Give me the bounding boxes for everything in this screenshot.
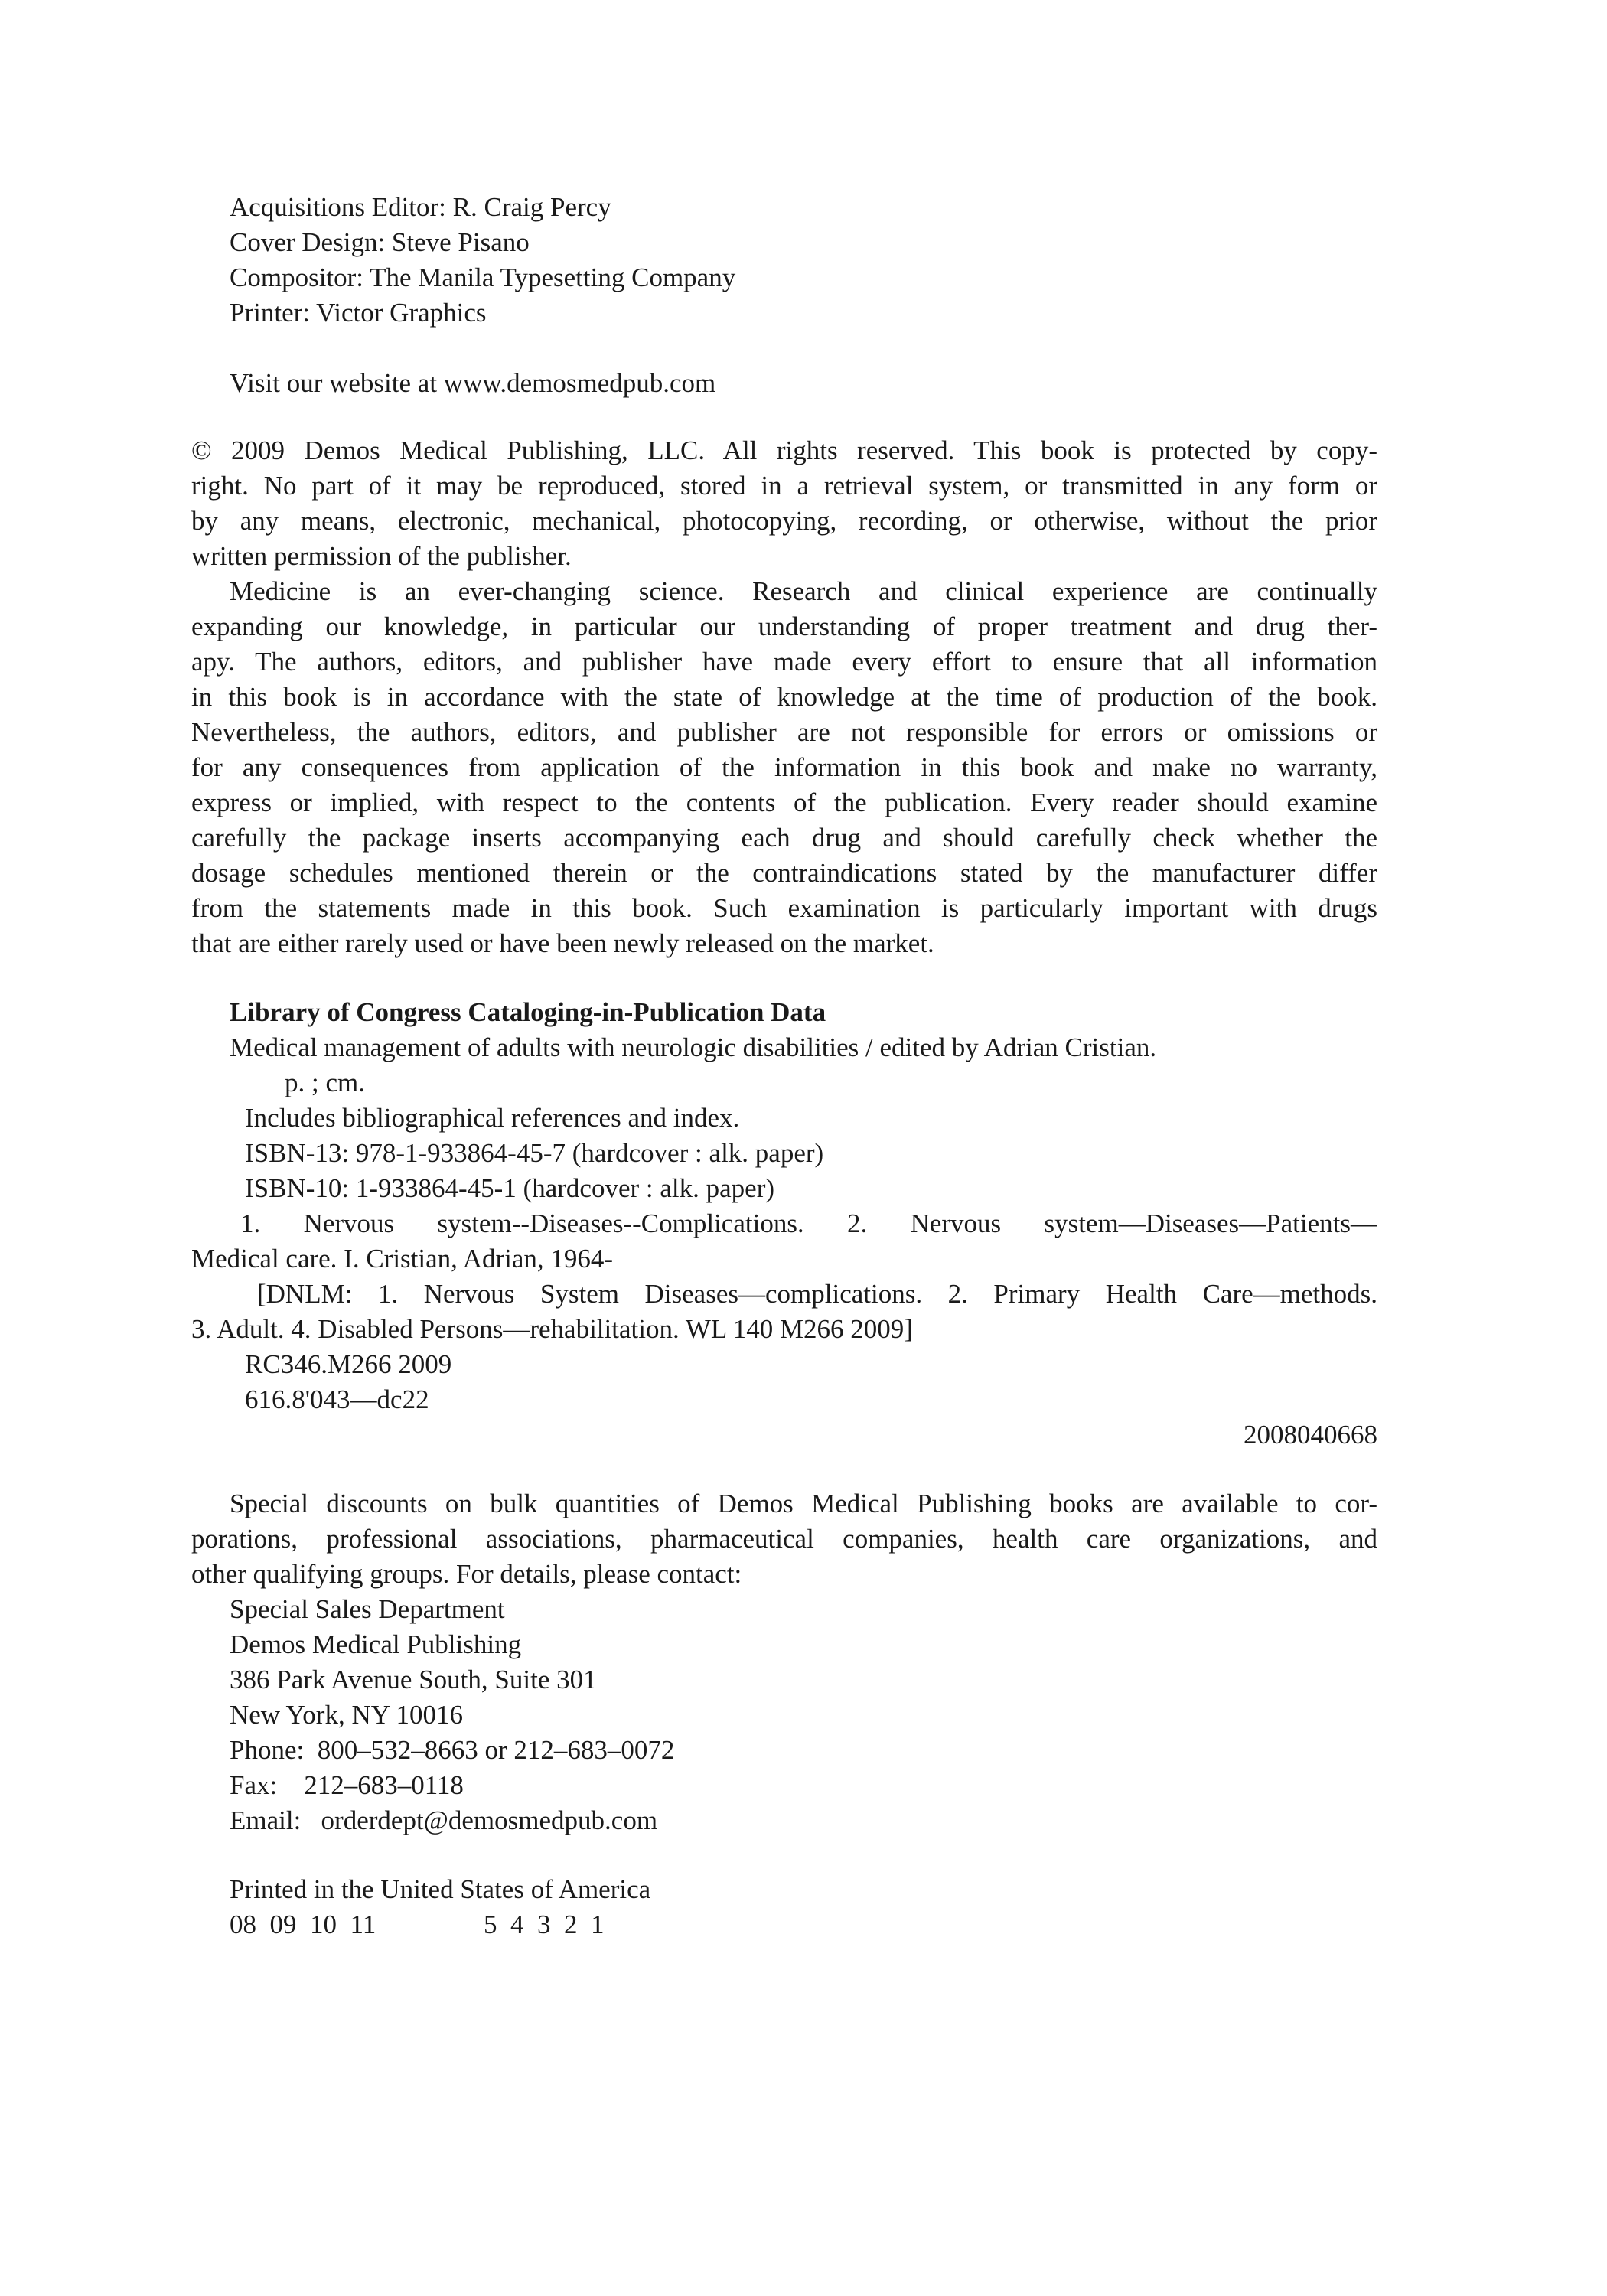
disclaimer-line: express or implied, with respect to the contents of the publication. Every reader should examine: [191, 788, 1377, 817]
disclaimer-line: carefully the package inserts accompanying each drug and should carefully check whether the: [191, 823, 1377, 853]
sales-street: 386 Park Avenue South, Suite 301: [230, 1665, 597, 1694]
cip-lccn: 2008040668: [1244, 1420, 1377, 1450]
printing-years: 08 09 10 11: [230, 1910, 376, 1939]
copyright-line: © 2009 Demos Medical Publishing, LLC. All rights reserved. This book is protected by copy-: [191, 435, 1377, 465]
cip-dnlm-cont: 3. Adult. 4. Disabled Persons—rehabilitation. WL 140 M266 2009]: [191, 1314, 913, 1344]
compositor: Compositor: The Manila Typesetting Company: [230, 263, 736, 292]
sales-department: Special Sales Department: [230, 1594, 505, 1624]
copyright-line: written permission of the publisher.: [191, 541, 572, 571]
disclaimer-line: expanding our knowledge, in particular our understanding of proper treatment and drug ther-: [191, 612, 1377, 641]
cip-isbn13: ISBN-13: 978-1-933864-45-7 (hardcover : alk. paper): [245, 1138, 824, 1168]
acquisitions-editor: Acquisitions Editor: R. Craig Percy: [230, 192, 611, 222]
disclaimer-line: in this book is in accordance with the state of knowledge at the time of production of the book.: [191, 682, 1377, 712]
special-sales-line: other qualifying groups. For details, please contact:: [191, 1559, 742, 1589]
website-line: Visit our website at www.demosmedpub.com: [230, 368, 716, 398]
disclaimer-line: from the statements made in this book. Such examination is particularly important with drugs: [191, 893, 1377, 923]
sales-email: Email: orderdept@demosmedpub.com: [230, 1805, 658, 1835]
copyright-line: right. No part of it may be reproduced, stored in a retrieval system, or transmitted in any form or: [191, 471, 1377, 501]
cip-lc-class: RC346.M266 2009: [245, 1349, 452, 1379]
disclaimer-line: apy. The authors, editors, and publisher have made every effort to ensure that all information: [191, 647, 1377, 677]
special-sales-line: Special discounts on bulk quantities of Demos Medical Publishing books are available to cor-: [230, 1489, 1377, 1518]
disclaimer-line: that are either rarely used or have been newly released on the market.: [191, 928, 934, 958]
printer: Printer: Victor Graphics: [230, 298, 487, 328]
cover-design: Cover Design: Steve Pisano: [230, 227, 530, 257]
sales-fax: Fax: 212–683–0118: [230, 1770, 464, 1800]
sales-city: New York, NY 10016: [230, 1700, 463, 1730]
printed-in: Printed in the United States of America: [230, 1874, 651, 1904]
cip-subjects-cont: Medical care. I. Cristian, Adrian, 1964-: [191, 1244, 614, 1274]
cip-subjects: 1. Nervous system--Diseases--Complications. 2. Nervous system—Diseases—Patients—: [240, 1208, 1377, 1238]
cip-title: Medical management of adults with neurologic disabilities / edited by Adrian Cristian.: [230, 1032, 1157, 1062]
disclaimer-line: Nevertheless, the authors, editors, and publisher are not responsible for errors or omissions or: [191, 717, 1377, 747]
sales-phone: Phone: 800–532–8663 or 212–683–0072: [230, 1735, 675, 1765]
disclaimer-line: dosage schedules mentioned therein or the contraindications stated by the manufacturer differ: [191, 858, 1377, 888]
cip-isbn10: ISBN-10: 1-933864-45-1 (hardcover : alk. paper): [245, 1173, 775, 1203]
cip-collation: p. ; cm.: [285, 1068, 365, 1097]
sales-company: Demos Medical Publishing: [230, 1629, 522, 1659]
special-sales-line: porations, professional associations, pharmaceutical companies, health care organizations, and: [191, 1524, 1377, 1554]
disclaimer-line: for any consequences from application of the information in this book and make no warranty,: [191, 752, 1377, 782]
cip-heading: Library of Congress Cataloging-in-Publication Data: [230, 997, 826, 1027]
copyright-line: by any means, electronic, mechanical, photocopying, recording, or otherwise, without the prior: [191, 506, 1377, 536]
cip-dnlm: [DNLM: 1. Nervous System Diseases—complications. 2. Primary Health Care—methods.: [257, 1279, 1377, 1309]
printing-impression: 5 4 3 2 1: [484, 1910, 605, 1939]
cip-notes: Includes bibliographical references and index.: [245, 1103, 740, 1133]
cip-dewey: 616.8'043—dc22: [245, 1384, 429, 1414]
disclaimer-line: Medicine is an ever-changing science. Research and clinical experience are continually: [230, 576, 1377, 606]
